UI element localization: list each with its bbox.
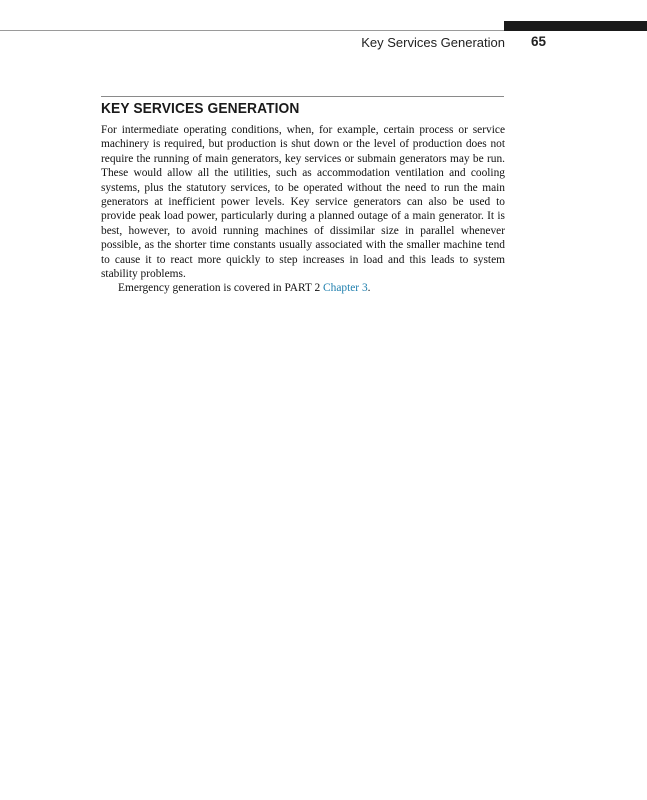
running-title: Key Services Generation: [361, 35, 505, 50]
section-heading: KEY SERVICES GENERATION: [101, 100, 300, 117]
paragraph-2: [101, 281, 505, 295]
paragraph-1: For intermediate operating conditions, when, for example, certain process or service machinery is required, but production is shut down or the level of production does not require the running of main generators, key services or submain generators may be run. These would allow all the utilities, such as accommodation ventilation and cooling systems, plus the statutory services, to be operated without the need to run the main generators at inefficient power levels. Key service generators can also be used to provide peak load power, particularly during a planned outage of a main generator. It is best, however, to avoid running machines of dissimilar size in parallel whenever possible, as the shorter time constants usually associated with the smaller machine tend to cause it to react more quickly to step increases in load and this leads to system stability problems.: [101, 124, 505, 281]
page-number: 65: [531, 34, 547, 49]
section-divider: [101, 96, 504, 97]
paragraph-2-text: Emergency generation is covered in PART 2: [118, 282, 324, 295]
paragraph-2-end: .: [367, 282, 371, 295]
header-accent-bar: [504, 21, 647, 31]
chapter-3-link[interactable]: Chapter 3: [323, 282, 368, 295]
section-body: [101, 123, 505, 296]
header-rule: [0, 30, 504, 31]
